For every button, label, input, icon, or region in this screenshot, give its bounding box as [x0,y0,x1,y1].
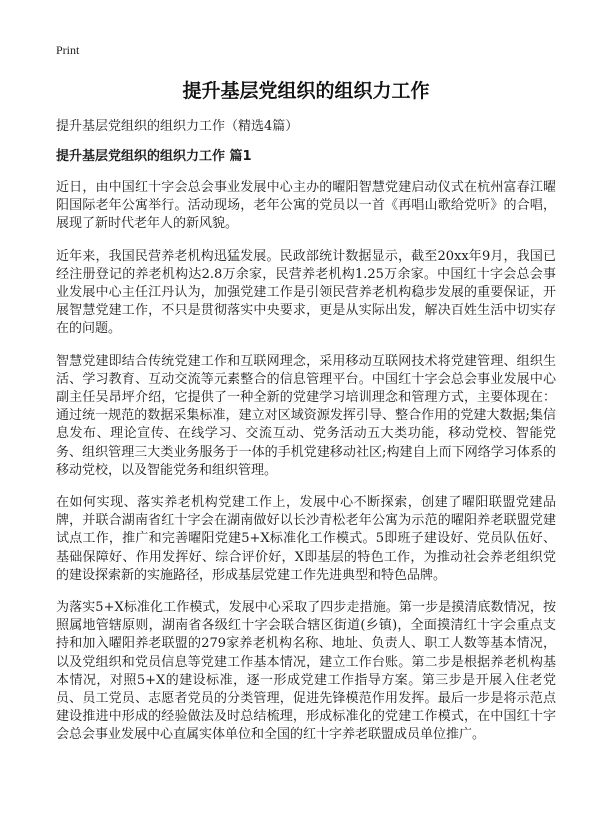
paragraph-1: 近日，由中国红十字会总会事业发展中心主办的曜阳智慧党建启动仪式在杭州富春江曜阳国际老年公寓举行。活动现场，老年公寓的党员以一首《再唱山歌给党听》的合唱，展现了新时代老年人的新风貌。 [56,180,556,232]
paragraph-2: 近年来，我国民营养老机构迅猛发展。民政部统计数据显示，截至20xx年9月，我国已经注册登记的养老机构达2.8万余家，民营养老机构1.25万余家。中国红十字会总会事业发展中心主任江丹认为，加强党建工作是引领民营养老机构稳步发展的重要保证，开展智慧党建工作，不只是贯彻落实中央要求，更是从实际出发，解决百姓生活中切实存在的问题。 [56,248,556,337]
section-heading: 提升基层党组织的组织力工作 篇1 [56,149,252,164]
document-title: 提升基层党组织的组织力工作 [182,80,430,102]
print-label: Print [56,43,80,57]
paragraph-3: 智慧党建即结合传统党建工作和互联网理念，采用移动互联网技术将党建管理、组织生活、学习教育、互动交流等元素整合的信息管理平台。中国红十字会总会事业发展中心副主任吴昂坪介绍，它提供了一种全新的党建学习培训理念和管理方式，主要体现在：通过统一规范的数据采集标准，建立对区域资源发挥引导、整合作用的党建大数据;集信息发布、理论宣传、在线学习、交流互动、党务活动五大类功能，移动党校、智能党务、组织管理三大类业务服务于一体的手机党建移动社区;构建自上而下网络学习体系的移动党校，以及智能党务和组织管理。 [56,353,556,478]
document-subtitle: 提升基层党组织的组织力工作（精选4篇） [56,119,299,134]
paragraph-4: 在如何实现、落实养老机构党建工作上，发展中心不断探索，创建了曜阳联盟党建品牌，并联合湖南省红十字会在湖南做好以长沙青松老年公寓为示范的曜阳养老联盟党建试点工作，推广和完善曜阳党建5+X标准化工作模式。5即班子建设好、党员队伍好、基础保障好、作用发挥好、综合评价好，X即基层的特色工作，为推动社会养老组织党的建设探索新的实施路径，形成基层党建工作先进典型和特色品牌。 [56,495,556,583]
paragraph-5: 为落实5+X标准化工作模式，发展中心采取了四步走措施。第一步是摸清底数情况，按照属地管辖原则，湖南省各级红十字会联合辖区街道(乡镇)，全面摸清红十字会重点支持和加入曜阳养老联盟的279家养老机构名称、地址、负责人、职工人数等基本情况，以及党组织和党员信息等党建工作基本情况，建立工作台账。第二步是根据养老机构基本情况，对照5+X的建设标准，逐一形成党建工作指导方案。第三步是开展入住老党员、员工党员、志愿者党员的分类管理，促进先锋模范作用发挥。最后一步是将示范点建设推进中形成的经验做法及时总结梳理，形成标准化的党建工作模式，在中国红十字会总会事业发展中心直属实体单位和全国的红十字养老联盟成员单位推广。 [56,600,556,743]
